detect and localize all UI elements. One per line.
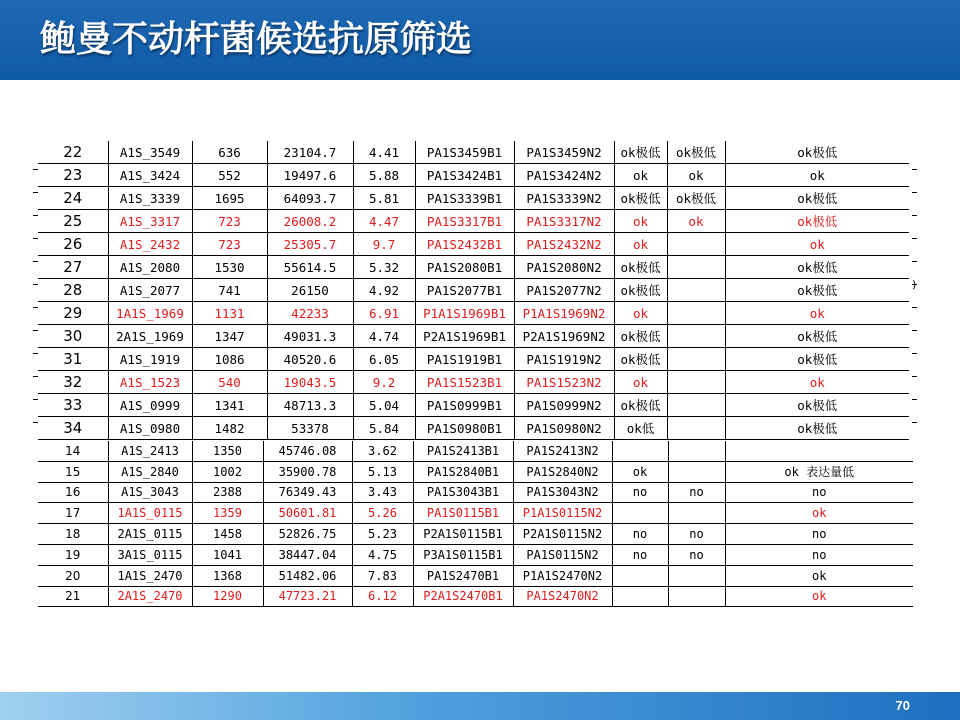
left-edge-tick <box>33 353 38 354</box>
primer-b1-cell: PA1S2840B1 <box>413 461 513 482</box>
table-row <box>38 210 909 233</box>
left-edge-tick <box>33 284 38 285</box>
mass-cell: 26008.2 <box>267 210 353 233</box>
length-cell: 636 <box>192 141 267 164</box>
length-cell: 540 <box>192 371 267 394</box>
pi-cell: 9.7 <box>353 233 415 256</box>
result-2-cell <box>667 302 725 325</box>
result-1-cell <box>612 441 668 461</box>
row-number: 31 <box>38 348 108 371</box>
result-1-cell: ok极低 <box>614 325 667 348</box>
result-1-cell: ok低 <box>614 417 667 440</box>
pi-cell: 6.91 <box>353 302 415 325</box>
primer-n2-cell: P1A1S1969N2 <box>514 302 614 325</box>
primer-n2-cell: PA1S0980N2 <box>514 417 614 440</box>
primer-b1-cell: PA1S0980B1 <box>415 417 514 440</box>
row-number: 27 <box>38 256 108 279</box>
table-row <box>38 141 909 164</box>
result-2-cell <box>667 348 725 371</box>
result-1-cell: no <box>612 524 668 545</box>
row-number: 20 <box>38 565 108 586</box>
left-edge-tick <box>33 376 38 377</box>
table-row <box>38 482 913 503</box>
primer-b1-cell: PA1S2470B1 <box>413 565 513 586</box>
row-number: 28 <box>38 279 108 302</box>
table-row <box>38 187 909 210</box>
mass-cell: 55614.5 <box>267 256 353 279</box>
result-3-cell: no <box>725 482 913 503</box>
result-3-cell: ok <box>725 503 913 524</box>
length-cell: 1086 <box>192 348 267 371</box>
pi-cell: 3.43 <box>352 482 413 503</box>
primer-b1-cell: PA1S2080B1 <box>415 256 514 279</box>
mass-cell: 50601.81 <box>263 503 352 524</box>
result-1-cell: ok <box>614 371 667 394</box>
left-edge-tick <box>33 169 38 170</box>
primer-b1-cell: PA1S3459B1 <box>415 141 514 164</box>
mass-cell: 64093.7 <box>267 187 353 210</box>
result-1-cell: ok极低 <box>614 141 667 164</box>
pi-cell: 4.47 <box>353 210 415 233</box>
primer-b1-cell: PA1S2432B1 <box>415 233 514 256</box>
right-edge-tick <box>912 353 917 354</box>
title-bar <box>0 0 960 80</box>
result-2-cell <box>668 461 725 482</box>
row-number: 34 <box>38 417 108 440</box>
result-1-cell: ok <box>614 233 667 256</box>
row-number: 32 <box>38 371 108 394</box>
result-1-cell: ok极低 <box>614 279 667 302</box>
gene-id: A1S_3339 <box>108 187 192 210</box>
result-3-cell: ok <box>725 371 909 394</box>
left-edge-tick <box>33 192 38 193</box>
primer-n2-cell: PA1S3317N2 <box>514 210 614 233</box>
gene-id: A1S_3549 <box>108 141 192 164</box>
gene-id: A1S_3424 <box>108 164 192 187</box>
result-1-cell: ok极低 <box>614 394 667 417</box>
row-number: 19 <box>38 544 108 565</box>
result-3-cell: ok <box>725 586 913 607</box>
table-row <box>38 461 913 482</box>
row-number: 26 <box>38 233 108 256</box>
result-1-cell: ok <box>614 210 667 233</box>
primer-n2-cell: P2A1S0115N2 <box>513 524 612 545</box>
result-3-cell: ok极低 <box>725 348 909 371</box>
gene-id: A1S_0980 <box>108 417 192 440</box>
mass-cell: 19497.6 <box>267 164 353 187</box>
length-cell: 723 <box>192 233 267 256</box>
result-3-cell: ok极低 <box>725 141 909 164</box>
result-3-cell: no <box>725 524 913 545</box>
primer-n2-cell: PA1S2432N2 <box>514 233 614 256</box>
table-row <box>38 325 909 348</box>
left-edge-tick <box>33 307 38 308</box>
mass-cell: 51482.06 <box>263 565 352 586</box>
primer-b1-cell: PA1S3317B1 <box>415 210 514 233</box>
length-cell: 1350 <box>192 441 263 461</box>
result-1-cell <box>612 565 668 586</box>
pi-cell: 5.13 <box>352 461 413 482</box>
antigen-table-top <box>38 141 909 440</box>
result-1-cell: ok <box>614 302 667 325</box>
table-row <box>38 417 909 440</box>
right-edge-tick <box>912 169 917 170</box>
primer-b1-cell: PA1S1523B1 <box>415 371 514 394</box>
gene-id: A1S_1523 <box>108 371 192 394</box>
pi-cell: 9.2 <box>353 371 415 394</box>
mass-cell: 40520.6 <box>267 348 353 371</box>
length-cell: 1041 <box>192 544 263 565</box>
mass-cell: 52826.75 <box>263 524 352 545</box>
gene-id: A1S_2077 <box>108 279 192 302</box>
mass-cell: 38447.04 <box>263 544 352 565</box>
result-2-cell <box>667 394 725 417</box>
primer-n2-cell: PA1S3424N2 <box>514 164 614 187</box>
primer-b1-cell: PA1S2077B1 <box>415 279 514 302</box>
result-2-cell <box>667 325 725 348</box>
result-3-cell: ok <box>725 302 909 325</box>
gene-id: 1A1S_2470 <box>108 565 192 586</box>
table-row <box>38 233 909 256</box>
primer-n2-cell: PA1S2080N2 <box>514 256 614 279</box>
left-edge-tick <box>33 330 38 331</box>
result-3-cell: ok极低 <box>725 210 909 233</box>
result-1-cell: no <box>612 544 668 565</box>
primer-b1-cell: P1A1S1969B1 <box>415 302 514 325</box>
result-3-cell: ok极低 <box>725 325 909 348</box>
table-row <box>38 441 913 461</box>
table-row <box>38 586 913 607</box>
gene-id: 2A1S_1969 <box>108 325 192 348</box>
gene-id: 2A1S_2470 <box>108 586 192 607</box>
mass-cell: 49031.3 <box>267 325 353 348</box>
result-3-cell: ok极低 <box>725 417 909 440</box>
row-number: 17 <box>38 503 108 524</box>
length-cell: 1131 <box>192 302 267 325</box>
primer-n2-cell: PA1S1919N2 <box>514 348 614 371</box>
result-1-cell: no <box>612 482 668 503</box>
mass-cell: 19043.5 <box>267 371 353 394</box>
primer-n2-cell: PA1S3043N2 <box>513 482 612 503</box>
right-edge-tick <box>912 261 917 262</box>
length-cell: 1290 <box>192 586 263 607</box>
result-2-cell: ok <box>667 210 725 233</box>
result-2-cell <box>668 586 725 607</box>
gene-id: A1S_2840 <box>108 461 192 482</box>
result-3-cell: ok极低 <box>725 394 909 417</box>
row-number: 21 <box>38 586 108 607</box>
result-2-cell: no <box>668 482 725 503</box>
result-2-cell <box>667 256 725 279</box>
antigen-table-bottom <box>38 441 913 607</box>
row-number: 25 <box>38 210 108 233</box>
right-edge-tick <box>912 422 917 423</box>
length-cell: 1695 <box>192 187 267 210</box>
right-edge-tick <box>912 376 917 377</box>
pi-cell: 4.41 <box>353 141 415 164</box>
length-cell: 1359 <box>192 503 263 524</box>
mass-cell: 23104.7 <box>267 141 353 164</box>
primer-b1-cell: P2A1S0115B1 <box>413 524 513 545</box>
right-edge-tick <box>912 192 917 193</box>
result-2-cell <box>667 233 725 256</box>
result-2-cell: ok极低 <box>667 141 725 164</box>
pi-cell: 5.32 <box>353 256 415 279</box>
row-number: 16 <box>38 482 108 503</box>
length-cell: 741 <box>192 279 267 302</box>
primer-n2-cell: PA1S2840N2 <box>513 461 612 482</box>
mass-cell: 53378 <box>267 417 353 440</box>
length-cell: 552 <box>192 164 267 187</box>
primer-b1-cell: PA1S0999B1 <box>415 394 514 417</box>
mass-cell: 47723.21 <box>263 586 352 607</box>
result-2-cell: no <box>668 544 725 565</box>
length-cell: 1341 <box>192 394 267 417</box>
result-3-cell <box>725 441 913 461</box>
length-cell: 1368 <box>192 565 263 586</box>
pi-cell: 4.92 <box>353 279 415 302</box>
row-number: 14 <box>38 441 108 461</box>
slide-title: 鲍曼不动杆菌候选抗原筛选 <box>40 19 473 60</box>
primer-n2-cell: PA1S0115N2 <box>513 544 612 565</box>
table-row <box>38 544 913 565</box>
mass-cell: 42233 <box>267 302 353 325</box>
pi-cell: 5.84 <box>353 417 415 440</box>
primer-b1-cell: PA1S3339B1 <box>415 187 514 210</box>
table-row <box>38 302 909 325</box>
result-2-cell <box>668 503 725 524</box>
pi-cell: 6.05 <box>353 348 415 371</box>
length-cell: 1530 <box>192 256 267 279</box>
right-edge-tick <box>912 330 917 331</box>
pi-cell: 5.23 <box>352 524 413 545</box>
row-number: 15 <box>38 461 108 482</box>
result-2-cell: ok <box>667 164 725 187</box>
result-3-cell: ok <box>725 164 909 187</box>
result-3-cell: ok极低 <box>725 256 909 279</box>
page-number: 70 <box>895 698 910 713</box>
gene-id: A1S_0999 <box>108 394 192 417</box>
gene-id: A1S_3043 <box>108 482 192 503</box>
table-row <box>38 164 909 187</box>
result-3-cell: ok 表达量低 <box>725 461 913 482</box>
primer-b1-cell: PA1S2413B1 <box>413 441 513 461</box>
mass-cell: 35900.78 <box>263 461 352 482</box>
primer-b1-cell: PA1S0115B1 <box>413 503 513 524</box>
primer-n2-cell: PA1S2413N2 <box>513 441 612 461</box>
table-row <box>38 348 909 371</box>
result-2-cell <box>668 441 725 461</box>
pi-cell: 3.62 <box>352 441 413 461</box>
primer-b1-cell: PA1S1919B1 <box>415 348 514 371</box>
right-edge-tick <box>912 307 917 308</box>
pi-cell: 7.83 <box>352 565 413 586</box>
gene-id: A1S_1919 <box>108 348 192 371</box>
right-edge-tick <box>912 215 917 216</box>
primer-b1-cell: P2A1S2470B1 <box>413 586 513 607</box>
mass-cell: 25305.7 <box>267 233 353 256</box>
result-1-cell: ok <box>614 164 667 187</box>
result-1-cell: ok极低 <box>614 348 667 371</box>
edge-paren-glyph: ) <box>912 278 917 291</box>
gene-id: 3A1S_0115 <box>108 544 192 565</box>
length-cell: 723 <box>192 210 267 233</box>
length-cell: 1458 <box>192 524 263 545</box>
table-row <box>38 256 909 279</box>
pi-cell: 4.75 <box>352 544 413 565</box>
pi-cell: 5.81 <box>353 187 415 210</box>
result-3-cell: ok极低 <box>725 279 909 302</box>
row-number: 23 <box>38 164 108 187</box>
row-number: 24 <box>38 187 108 210</box>
result-2-cell: no <box>668 524 725 545</box>
gene-id: 1A1S_0115 <box>108 503 192 524</box>
primer-n2-cell: PA1S3339N2 <box>514 187 614 210</box>
row-number: 18 <box>38 524 108 545</box>
gene-id: A1S_2432 <box>108 233 192 256</box>
row-number: 22 <box>38 141 108 164</box>
primer-b1-cell: P2A1S1969B1 <box>415 325 514 348</box>
pi-cell: 4.74 <box>353 325 415 348</box>
primer-b1-cell: PA1S3424B1 <box>415 164 514 187</box>
footer-bar <box>0 692 960 720</box>
table-row <box>38 503 913 524</box>
result-1-cell: ok极低 <box>614 256 667 279</box>
left-edge-tick <box>33 215 38 216</box>
primer-n2-cell: PA1S2470N2 <box>513 586 612 607</box>
result-3-cell: ok极低 <box>725 187 909 210</box>
pi-cell: 5.26 <box>352 503 413 524</box>
row-number: 29 <box>38 302 108 325</box>
primer-n2-cell: PA1S2077N2 <box>514 279 614 302</box>
pi-cell: 5.04 <box>353 394 415 417</box>
gene-id: 1A1S_1969 <box>108 302 192 325</box>
result-1-cell: ok <box>612 461 668 482</box>
length-cell: 1002 <box>192 461 263 482</box>
table-row <box>38 565 913 586</box>
right-edge-tick <box>912 238 917 239</box>
gene-id: A1S_2080 <box>108 256 192 279</box>
gene-id: A1S_2413 <box>108 441 192 461</box>
gene-id: A1S_3317 <box>108 210 192 233</box>
result-3-cell: no <box>725 544 913 565</box>
mass-cell: 45746.08 <box>263 441 352 461</box>
table-row <box>38 371 909 394</box>
length-cell: 1347 <box>192 325 267 348</box>
pi-cell: 5.88 <box>353 164 415 187</box>
left-edge-tick <box>33 261 38 262</box>
result-2-cell <box>667 279 725 302</box>
pi-cell: 6.12 <box>352 586 413 607</box>
primer-n2-cell: PA1S1523N2 <box>514 371 614 394</box>
primer-b1-cell: P3A1S0115B1 <box>413 544 513 565</box>
mass-cell: 48713.3 <box>267 394 353 417</box>
length-cell: 1482 <box>192 417 267 440</box>
table-row <box>38 524 913 545</box>
primer-n2-cell: P1A1S0115N2 <box>513 503 612 524</box>
primer-n2-cell: P1A1S2470N2 <box>513 565 612 586</box>
result-1-cell <box>612 586 668 607</box>
result-3-cell: ok <box>725 233 909 256</box>
primer-n2-cell: P2A1S1969N2 <box>514 325 614 348</box>
mass-cell: 26150 <box>267 279 353 302</box>
result-2-cell <box>667 417 725 440</box>
left-edge-tick <box>33 238 38 239</box>
mass-cell: 76349.43 <box>263 482 352 503</box>
left-edge-tick <box>33 399 38 400</box>
primer-n2-cell: PA1S3459N2 <box>514 141 614 164</box>
result-1-cell <box>612 503 668 524</box>
result-1-cell: ok极低 <box>614 187 667 210</box>
result-2-cell <box>667 371 725 394</box>
result-2-cell: ok极低 <box>667 187 725 210</box>
result-3-cell: ok <box>725 565 913 586</box>
table-row <box>38 394 909 417</box>
primer-b1-cell: PA1S3043B1 <box>413 482 513 503</box>
length-cell: 2388 <box>192 482 263 503</box>
right-edge-tick <box>912 399 917 400</box>
gene-id: 2A1S_0115 <box>108 524 192 545</box>
table-row <box>38 279 909 302</box>
row-number: 33 <box>38 394 108 417</box>
row-number: 30 <box>38 325 108 348</box>
result-2-cell <box>668 565 725 586</box>
left-edge-tick <box>33 422 38 423</box>
primer-n2-cell: PA1S0999N2 <box>514 394 614 417</box>
